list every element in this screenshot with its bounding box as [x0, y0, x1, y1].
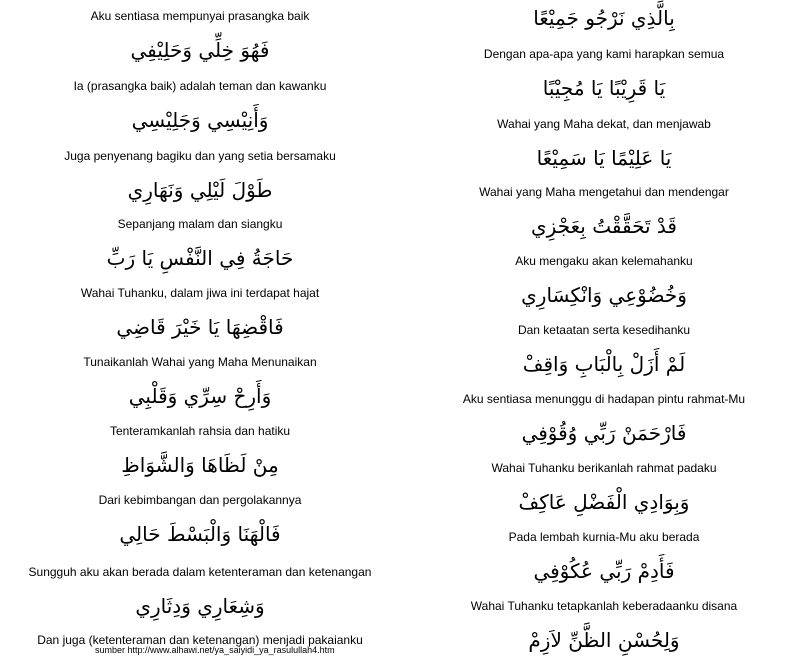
translation-line: Wahai Tuhanku tetapkanlah keberadaanku disana	[470, 599, 738, 613]
translation-line: Aku sentiasa mempunyai prasangka baik	[90, 9, 310, 23]
arabic-verse: فَارْحَمَنْ رَبِّي وُقُوْفِي	[521, 421, 687, 445]
arabic-verse: فَأَدِمْ رَبِّي عُكُوْفِي	[533, 559, 675, 583]
translation-line: Ia (prasangka baik) adalah teman dan kawanku	[73, 79, 327, 93]
arabic-verse: فَالْهَنَا وَالْبَسْطَ حَالِي	[119, 522, 281, 546]
translation-line: Pada lembah kurnia-Mu aku berada	[508, 530, 700, 544]
translation-line: Dengan apa-apa yang kami harapkan semua	[483, 47, 725, 61]
translation-line: Tunaikanlah Wahai yang Maha Menunaikan	[83, 355, 317, 369]
translation-line: Sungguh aku akan berada dalam ketenteraman dan ketenangan	[28, 565, 372, 579]
arabic-verse: مِنْ لَظَاهَا وَالشَّوَاظِ	[121, 453, 279, 477]
source-credit: sumber http://www.alhawi.net/ya_saiyidi_ya_rasulullah4.htm	[95, 645, 335, 655]
arabic-verse: وَأَنِيْسِي وَجَلِيْسِي	[131, 108, 269, 132]
translation-line: Wahai Tuhanku, dalam jiwa ini terdapat hajat	[80, 286, 320, 300]
arabic-verse: وَشِعَارِي وَدِثَارِي	[135, 594, 265, 618]
arabic-verse: حَاجَةُ فِي النَّفْسِ يَا رَبِّ	[106, 246, 294, 270]
translation-line: Aku mengaku akan kelemahanku	[515, 254, 693, 268]
arabic-verse: فَهُوَ خِلِّي وَحَلِيْفِي	[130, 38, 270, 62]
arabic-verse: لَمْ أَزَلْ بِالْبَابِ وَاقِفْ	[522, 352, 686, 376]
arabic-verse: وَخُضُوْعِي وَانْكِسَارِي	[521, 283, 687, 307]
arabic-verse: طَوْلَ لَيْلِي وَنَهَارِي	[127, 178, 273, 202]
translation-line: Wahai Tuhanku berikanlah rahmat padaku	[491, 461, 717, 475]
translation-line: Dan juga (ketenteraman dan ketenangan) menjadi pakaianku	[37, 633, 363, 647]
arabic-verse: وَلِحُسْنِ الظَّنِّ لاَزِمْ	[528, 628, 680, 652]
arabic-verse: وَأَرِحْ سِرِّي وَقَلْبِي	[128, 384, 272, 408]
translation-line: Tenteramkanlah rahsia dan hatiku	[109, 424, 291, 438]
arabic-verse: فَاقْضِهَا يَا خَيْرَ قَاضِي	[116, 315, 284, 339]
translation-line: Dari kebimbangan dan pergolakannya	[98, 493, 302, 507]
translation-line: Aku sentiasa menunggu di hadapan pintu rahmat-Mu	[462, 392, 746, 406]
arabic-verse: وَبِوَادِي الْفَضْلِ عَاكِفْ	[518, 490, 690, 514]
translation-line: Wahai yang Maha mengetahui dan mendengar	[479, 185, 729, 199]
translation-line: Wahai yang Maha dekat, dan menjawab	[497, 117, 711, 131]
translation-line: Sepanjang malam dan siangku	[117, 217, 283, 231]
arabic-verse: يَا عَلِيْمًا يَا سَمِيْعًا	[536, 146, 672, 170]
arabic-verse: قَدْ تَحَقَّقْتُ بِعَجْزِي	[531, 214, 677, 238]
arabic-verse: يَا قَرِيْبًا يَا مُجِيْبًا	[542, 76, 666, 100]
translation-line: Dan ketaatan serta kesedihanku	[517, 323, 691, 337]
arabic-verse: بِالَّذِي نَرْجُو جَمِيْعًا	[533, 6, 675, 30]
translation-line: Juga penyenang bagiku dan yang setia bersamaku	[64, 149, 336, 163]
